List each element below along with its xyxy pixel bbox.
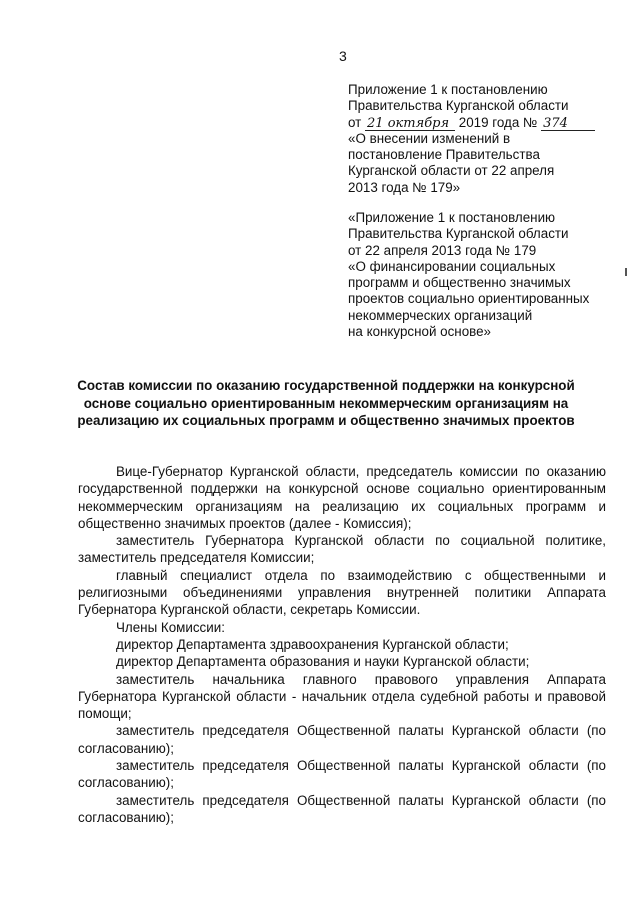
appendix-line: «О внесении изменений в: [348, 130, 511, 146]
appendix-line: Правительства Курганской области: [348, 98, 569, 114]
appendix-line: проектов социально ориентированных: [348, 291, 590, 307]
appendix-header-current: [348, 82, 595, 196]
appendix-line: программ и общественно значимых: [348, 275, 571, 291]
scan-mark: [625, 268, 627, 276]
appendix-line: 2013 года № 179»: [348, 179, 461, 195]
page-number: 3: [339, 48, 347, 64]
member-paragraph: заместитель начальника главного правового управления Аппарата Губернатора Курганской области - начальник отдела судебной работы и правовой помощи;: [78, 671, 606, 722]
commission-members: [78, 463, 606, 826]
member-paragraph: директор Департамента здравоохранения Курганской области;: [116, 636, 509, 652]
title-line: основе социально ориентированным некоммерческим организациям на: [83, 395, 569, 411]
appendix-line: постановление Правительства: [348, 147, 540, 163]
appendix-line: «Приложение 1 к постановлению: [348, 210, 556, 225]
appendix-line: Правительства Курганской области: [348, 226, 569, 242]
title-line: Состав комиссии по оказанию государственной поддержки на конкурсной: [77, 378, 575, 393]
appendix-line: на конкурсной основе»: [348, 324, 491, 340]
appendix-line: Приложение 1 к постановлению: [348, 82, 548, 97]
member-paragraph: Вице-Губернатор Курганской области, председатель комиссии по оказанию государственной поддержки на конкурсной основе социально ориентированным некоммерческим организациям на реализацию их социальных программ и общественно значимых проектов (далее - Комиссия);: [78, 464, 606, 531]
title-line: реализацию их социальных программ и общественно значимых проектов: [77, 413, 575, 428]
appendix-line: от 22 апреля 2013 года № 179: [348, 242, 537, 258]
document-title: [76, 377, 576, 430]
handwritten-date: 21 октября: [365, 117, 455, 131]
member-paragraph: заместитель председателя Общественной палаты Курганской области (по согласованию);: [78, 792, 606, 825]
handwritten-number: 374: [541, 117, 595, 131]
member-paragraph: главный специалист отдела по взаимодействию с общественными и религиозными объединениями управления внутренней политики Аппарата Губернатора Курганской области, секретарь Комиссии.: [78, 567, 606, 618]
appendix-line: некоммерческих организаций: [348, 307, 533, 323]
appendix-line: «О финансировании социальных: [348, 258, 556, 274]
appendix-header-original: [348, 210, 589, 340]
year-text: 2019 года №: [458, 114, 538, 130]
member-paragraph: заместитель председателя Общественной палаты Курганской области (по согласованию);: [78, 758, 606, 791]
appendix-date-line: [348, 115, 595, 131]
members-heading: Члены Комиссии:: [116, 619, 225, 635]
member-paragraph: заместитель председателя Общественной палаты Курганской области (по согласованию);: [78, 723, 606, 756]
appendix-line: Курганской области от 22 апреля: [348, 163, 555, 179]
member-paragraph: заместитель Губернатора Курганской области по социальной политике, заместитель председателя Комиссии;: [78, 533, 606, 566]
member-paragraph: директор Департамента образования и науки Курганской области;: [116, 654, 530, 670]
date-prefix: от: [348, 114, 362, 130]
